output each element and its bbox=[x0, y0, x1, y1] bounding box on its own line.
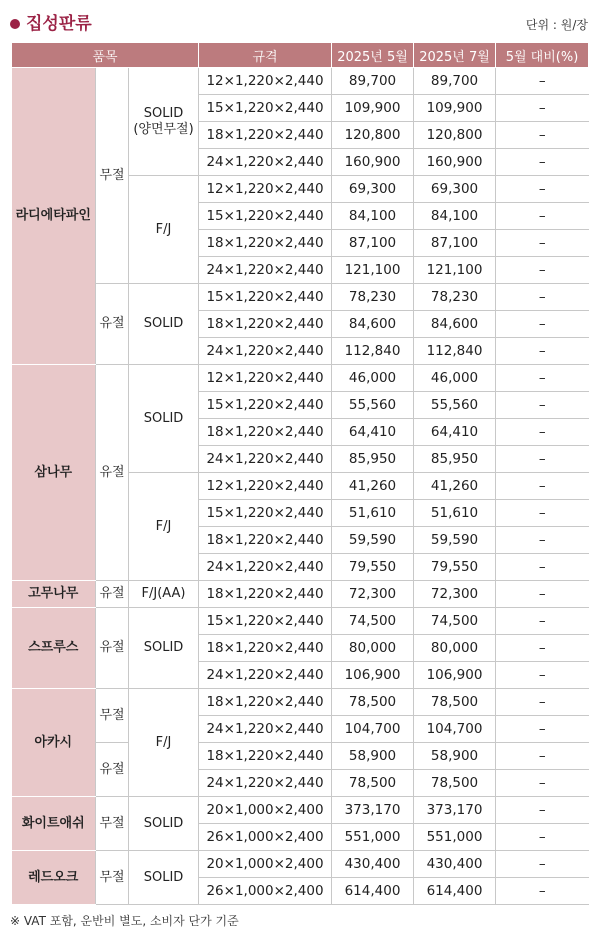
table-row bbox=[12, 608, 589, 635]
table-row bbox=[12, 797, 589, 824]
may-price-cell: 46,000 bbox=[332, 365, 414, 392]
spec-cell: 24×1,220×2,440 bbox=[199, 257, 332, 284]
table-body bbox=[12, 68, 589, 905]
spec-cell: 15×1,220×2,440 bbox=[199, 608, 332, 635]
change-cell: – bbox=[496, 527, 589, 554]
may-price-cell: 112,840 bbox=[332, 338, 414, 365]
may-price-cell: 430,400 bbox=[332, 851, 414, 878]
jul-price-cell: 430,400 bbox=[414, 851, 496, 878]
jul-price-cell: 59,590 bbox=[414, 527, 496, 554]
jul-price-cell: 78,500 bbox=[414, 770, 496, 797]
change-cell: – bbox=[496, 716, 589, 743]
may-price-cell: 69,300 bbox=[332, 176, 414, 203]
grade-cell: 유절 bbox=[96, 581, 129, 608]
may-price-cell: 78,500 bbox=[332, 689, 414, 716]
table-row bbox=[12, 581, 589, 608]
type-cell: F/J bbox=[129, 689, 199, 797]
species-cell: 아카시 bbox=[12, 689, 96, 797]
spec-cell: 18×1,220×2,440 bbox=[199, 311, 332, 338]
species-cell: 고무나무 bbox=[12, 581, 96, 608]
header-item: 품목 bbox=[12, 43, 199, 68]
type-cell: SOLID bbox=[129, 851, 199, 905]
table-row bbox=[12, 851, 589, 878]
spec-cell: 24×1,220×2,440 bbox=[199, 446, 332, 473]
spec-cell: 12×1,220×2,440 bbox=[199, 176, 332, 203]
spec-cell: 12×1,220×2,440 bbox=[199, 365, 332, 392]
header-spec: 규격 bbox=[199, 43, 332, 68]
jul-price-cell: 84,600 bbox=[414, 311, 496, 338]
jul-price-cell: 64,410 bbox=[414, 419, 496, 446]
may-price-cell: 51,610 bbox=[332, 500, 414, 527]
may-price-cell: 109,900 bbox=[332, 95, 414, 122]
jul-price-cell: 373,170 bbox=[414, 797, 496, 824]
header-jul: 2025년 7월 bbox=[414, 43, 496, 68]
spec-cell: 18×1,220×2,440 bbox=[199, 635, 332, 662]
grade-cell: 무절 bbox=[96, 68, 129, 284]
type-cell: SOLID (양면무절) bbox=[129, 68, 199, 176]
jul-price-cell: 614,400 bbox=[414, 878, 496, 905]
may-price-cell: 78,230 bbox=[332, 284, 414, 311]
jul-price-cell: 41,260 bbox=[414, 473, 496, 500]
may-price-cell: 64,410 bbox=[332, 419, 414, 446]
jul-price-cell: 160,900 bbox=[414, 149, 496, 176]
header-may: 2025년 5월 bbox=[332, 43, 414, 68]
spec-cell: 26×1,000×2,400 bbox=[199, 824, 332, 851]
type-cell: SOLID bbox=[129, 365, 199, 473]
jul-price-cell: 55,560 bbox=[414, 392, 496, 419]
spec-cell: 18×1,220×2,440 bbox=[199, 743, 332, 770]
change-cell: – bbox=[496, 419, 589, 446]
change-cell: – bbox=[496, 95, 589, 122]
spec-cell: 12×1,220×2,440 bbox=[199, 473, 332, 500]
jul-price-cell: 112,840 bbox=[414, 338, 496, 365]
jul-price-cell: 87,100 bbox=[414, 230, 496, 257]
spec-cell: 18×1,220×2,440 bbox=[199, 527, 332, 554]
type-cell: F/J bbox=[129, 473, 199, 581]
spec-cell: 15×1,220×2,440 bbox=[199, 392, 332, 419]
change-cell: – bbox=[496, 770, 589, 797]
footnote: ※ VAT 포함, 운반비 별도, 소비자 단가 기준 bbox=[10, 914, 239, 928]
jul-price-cell: 106,900 bbox=[414, 662, 496, 689]
spec-cell: 24×1,220×2,440 bbox=[199, 662, 332, 689]
change-cell: – bbox=[496, 743, 589, 770]
species-cell: 레드오크 bbox=[12, 851, 96, 905]
may-price-cell: 58,900 bbox=[332, 743, 414, 770]
change-cell: – bbox=[496, 311, 589, 338]
jul-price-cell: 78,230 bbox=[414, 284, 496, 311]
change-cell: – bbox=[496, 662, 589, 689]
jul-price-cell: 46,000 bbox=[414, 365, 496, 392]
change-cell: – bbox=[496, 149, 589, 176]
jul-price-cell: 78,500 bbox=[414, 689, 496, 716]
jul-price-cell: 121,100 bbox=[414, 257, 496, 284]
may-price-cell: 80,000 bbox=[332, 635, 414, 662]
change-cell: – bbox=[496, 68, 589, 95]
jul-price-cell: 69,300 bbox=[414, 176, 496, 203]
change-cell: – bbox=[496, 365, 589, 392]
title-row bbox=[10, 12, 590, 36]
jul-price-cell: 79,550 bbox=[414, 554, 496, 581]
change-cell: – bbox=[496, 797, 589, 824]
change-cell: – bbox=[496, 500, 589, 527]
jul-price-cell: 51,610 bbox=[414, 500, 496, 527]
spec-cell: 24×1,220×2,440 bbox=[199, 338, 332, 365]
may-price-cell: 551,000 bbox=[332, 824, 414, 851]
spec-cell: 18×1,220×2,440 bbox=[199, 419, 332, 446]
change-cell: – bbox=[496, 446, 589, 473]
table-row bbox=[12, 68, 589, 95]
species-cell: 스프루스 bbox=[12, 608, 96, 689]
spec-cell: 24×1,220×2,440 bbox=[199, 770, 332, 797]
species-cell: 삼나무 bbox=[12, 365, 96, 581]
spec-cell: 26×1,000×2,400 bbox=[199, 878, 332, 905]
change-cell: – bbox=[496, 203, 589, 230]
page-title: 집성판류 bbox=[26, 14, 92, 34]
unit-label: 단위 : 원/장 bbox=[525, 18, 588, 32]
change-cell: – bbox=[496, 257, 589, 284]
change-cell: – bbox=[496, 824, 589, 851]
jul-price-cell: 85,950 bbox=[414, 446, 496, 473]
may-price-cell: 120,800 bbox=[332, 122, 414, 149]
bullet-icon bbox=[10, 19, 20, 29]
may-price-cell: 78,500 bbox=[332, 770, 414, 797]
may-price-cell: 85,950 bbox=[332, 446, 414, 473]
change-cell: – bbox=[496, 608, 589, 635]
type-cell: F/J bbox=[129, 176, 199, 284]
type-cell: SOLID bbox=[129, 284, 199, 365]
may-price-cell: 87,100 bbox=[332, 230, 414, 257]
change-cell: – bbox=[496, 338, 589, 365]
may-price-cell: 84,100 bbox=[332, 203, 414, 230]
jul-price-cell: 58,900 bbox=[414, 743, 496, 770]
jul-price-cell: 74,500 bbox=[414, 608, 496, 635]
spec-cell: 18×1,220×2,440 bbox=[199, 122, 332, 149]
jul-price-cell: 551,000 bbox=[414, 824, 496, 851]
price-table bbox=[11, 42, 589, 905]
jul-price-cell: 109,900 bbox=[414, 95, 496, 122]
table-row bbox=[12, 365, 589, 392]
change-cell: – bbox=[496, 851, 589, 878]
table-row bbox=[12, 284, 589, 311]
spec-cell: 18×1,220×2,440 bbox=[199, 230, 332, 257]
grade-cell: 유절 bbox=[96, 743, 129, 797]
spec-cell: 12×1,220×2,440 bbox=[199, 68, 332, 95]
may-price-cell: 121,100 bbox=[332, 257, 414, 284]
may-price-cell: 74,500 bbox=[332, 608, 414, 635]
change-cell: – bbox=[496, 581, 589, 608]
change-cell: – bbox=[496, 878, 589, 905]
spec-cell: 18×1,220×2,440 bbox=[199, 689, 332, 716]
species-cell: 화이트애쉬 bbox=[12, 797, 96, 851]
type-cell: SOLID bbox=[129, 608, 199, 689]
grade-cell: 무절 bbox=[96, 851, 129, 905]
species-cell: 라디에타파인 bbox=[12, 68, 96, 365]
change-cell: – bbox=[496, 122, 589, 149]
may-price-cell: 59,590 bbox=[332, 527, 414, 554]
may-price-cell: 41,260 bbox=[332, 473, 414, 500]
spec-cell: 20×1,000×2,400 bbox=[199, 851, 332, 878]
change-cell: – bbox=[496, 392, 589, 419]
spec-cell: 15×1,220×2,440 bbox=[199, 95, 332, 122]
jul-price-cell: 89,700 bbox=[414, 68, 496, 95]
spec-cell: 18×1,220×2,440 bbox=[199, 581, 332, 608]
may-price-cell: 55,560 bbox=[332, 392, 414, 419]
spec-cell: 24×1,220×2,440 bbox=[199, 716, 332, 743]
may-price-cell: 373,170 bbox=[332, 797, 414, 824]
change-cell: – bbox=[496, 554, 589, 581]
may-price-cell: 106,900 bbox=[332, 662, 414, 689]
jul-price-cell: 104,700 bbox=[414, 716, 496, 743]
may-price-cell: 160,900 bbox=[332, 149, 414, 176]
may-price-cell: 104,700 bbox=[332, 716, 414, 743]
table-row bbox=[12, 743, 589, 770]
jul-price-cell: 84,100 bbox=[414, 203, 496, 230]
grade-cell: 유절 bbox=[96, 365, 129, 581]
change-cell: – bbox=[496, 689, 589, 716]
grade-cell: 무절 bbox=[96, 797, 129, 851]
type-cell: F/J(AA) bbox=[129, 581, 199, 608]
header-change: 5월 대비(%) bbox=[496, 43, 589, 68]
type-cell: SOLID bbox=[129, 797, 199, 851]
change-cell: – bbox=[496, 176, 589, 203]
spec-cell: 15×1,220×2,440 bbox=[199, 500, 332, 527]
may-price-cell: 72,300 bbox=[332, 581, 414, 608]
change-cell: – bbox=[496, 473, 589, 500]
spec-cell: 24×1,220×2,440 bbox=[199, 554, 332, 581]
may-price-cell: 614,400 bbox=[332, 878, 414, 905]
change-cell: – bbox=[496, 284, 589, 311]
jul-price-cell: 80,000 bbox=[414, 635, 496, 662]
grade-cell: 무절 bbox=[96, 689, 129, 743]
spec-cell: 15×1,220×2,440 bbox=[199, 203, 332, 230]
table-header bbox=[12, 43, 589, 68]
spec-cell: 24×1,220×2,440 bbox=[199, 149, 332, 176]
may-price-cell: 79,550 bbox=[332, 554, 414, 581]
change-cell: – bbox=[496, 635, 589, 662]
grade-cell: 유절 bbox=[96, 608, 129, 689]
spec-cell: 20×1,000×2,400 bbox=[199, 797, 332, 824]
may-price-cell: 89,700 bbox=[332, 68, 414, 95]
may-price-cell: 84,600 bbox=[332, 311, 414, 338]
jul-price-cell: 72,300 bbox=[414, 581, 496, 608]
table-row bbox=[12, 689, 589, 716]
spec-cell: 15×1,220×2,440 bbox=[199, 284, 332, 311]
jul-price-cell: 120,800 bbox=[414, 122, 496, 149]
grade-cell: 유절 bbox=[96, 284, 129, 365]
change-cell: – bbox=[496, 230, 589, 257]
